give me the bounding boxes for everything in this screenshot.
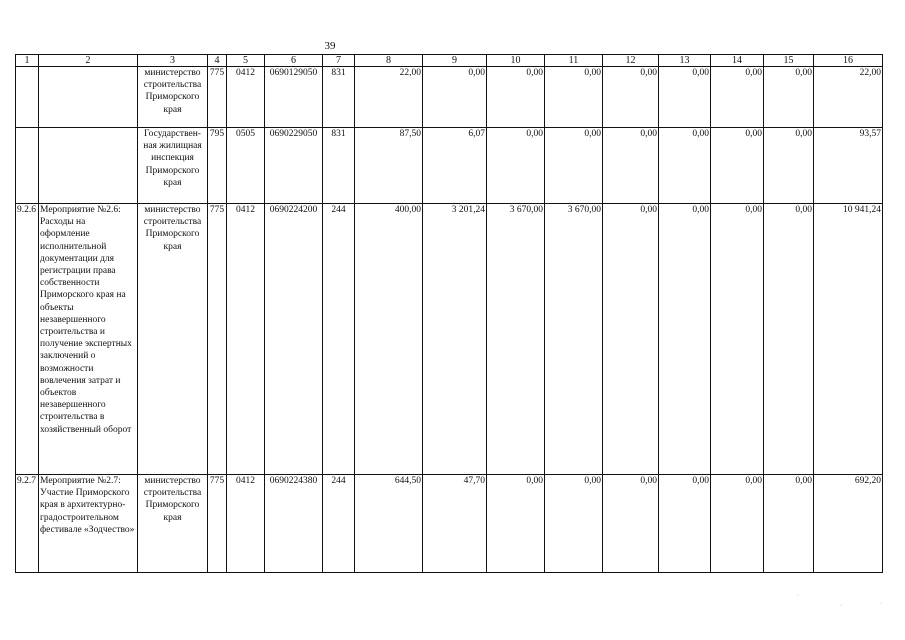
column-header: 3: [138, 55, 208, 67]
row-vr: 831: [323, 67, 355, 128]
row-value: 0,00: [545, 67, 603, 128]
row-executor: министерство строительства Приморского края: [138, 67, 208, 128]
column-header: 14: [711, 55, 764, 67]
row-value: 0,00: [764, 204, 814, 475]
column-header: 6: [265, 55, 323, 67]
row-value: 0,00: [711, 204, 764, 475]
row-value: 0,00: [659, 128, 711, 204]
row-csr: 0690229050: [265, 128, 323, 204]
row-rzpr: 0412: [227, 475, 265, 573]
column-header: 11: [545, 55, 603, 67]
row-executor: министерство строительства Приморского края: [138, 204, 208, 475]
row-value: 0,00: [545, 128, 603, 204]
row-value: 47,70: [423, 475, 487, 573]
row-number: 9.2.7: [16, 475, 39, 573]
budget-table: [15, 54, 883, 573]
row-value: 0,00: [487, 475, 545, 573]
row-value: 0,00: [603, 204, 659, 475]
column-header: 9: [423, 55, 487, 67]
row-value: 0,00: [764, 67, 814, 128]
row-value: 0,00: [764, 475, 814, 573]
row-value: 87,50: [355, 128, 423, 204]
scan-speck: ·: [840, 603, 842, 609]
table-row: [16, 67, 883, 128]
column-header: 7: [323, 55, 355, 67]
row-value: 22,00: [355, 67, 423, 128]
row-grbs: 775: [208, 204, 227, 475]
row-grbs: 795: [208, 128, 227, 204]
scan-speck: ·: [797, 593, 799, 599]
row-grbs: 775: [208, 475, 227, 573]
row-vr: 244: [323, 204, 355, 475]
column-header: 5: [227, 55, 265, 67]
row-name: Мероприятие №2.6: Расходы на оформление исполнительной документации для регистрации права собственности Приморского края на объекты незавершенного строительства и получение экспертных заключений о возможности вовлечения затрат и объектов незавершенного строительства в хозяйственный оборот: [39, 204, 138, 475]
column-header: 12: [603, 55, 659, 67]
row-value: 0,00: [659, 67, 711, 128]
row-value: 3 670,00: [487, 204, 545, 475]
row-vr: 831: [323, 128, 355, 204]
row-value: 0,00: [711, 475, 764, 573]
row-value: 0,00: [603, 475, 659, 573]
page-number: 39: [324, 40, 336, 52]
row-value: 0,00: [487, 67, 545, 128]
table-row: [16, 204, 883, 475]
row-number: 9.2.6: [16, 204, 39, 475]
row-number: [16, 67, 39, 128]
row-grbs: 775: [208, 67, 227, 128]
column-header-row: [16, 55, 883, 67]
row-value: 0,00: [487, 128, 545, 204]
row-csr: 0690224380: [265, 475, 323, 573]
row-value: 3 670,00: [545, 204, 603, 475]
row-name: [39, 67, 138, 128]
column-header: 8: [355, 55, 423, 67]
row-name: [39, 128, 138, 204]
row-executor: Государствен-ная жилищная инспекция Приморского края: [138, 128, 208, 204]
row-rzpr: 0412: [227, 67, 265, 128]
row-csr: 0690129050: [265, 67, 323, 128]
row-value: 400,00: [355, 204, 423, 475]
row-value: 0,00: [659, 475, 711, 573]
row-executor: министерство строительства Приморского края: [138, 475, 208, 573]
row-value: 644,50: [355, 475, 423, 573]
column-header: 13: [659, 55, 711, 67]
row-value: 0,00: [545, 475, 603, 573]
row-value: 0,00: [423, 67, 487, 128]
row-number: [16, 128, 39, 204]
scan-speck: ·: [880, 601, 882, 607]
column-header: 10: [487, 55, 545, 67]
row-value: 0,00: [603, 67, 659, 128]
row-csr: 0690224200: [265, 204, 323, 475]
row-total: 93,57: [814, 128, 883, 204]
row-total: 10 941,24: [814, 204, 883, 475]
row-rzpr: 0505: [227, 128, 265, 204]
table-row: [16, 475, 883, 573]
row-rzpr: 0412: [227, 204, 265, 475]
row-value: 0,00: [711, 128, 764, 204]
row-name: Мероприятие №2.7: Участие Приморского края в архитектурно-градостроительном фестивале «Зодчество»: [39, 475, 138, 573]
column-header: 4: [208, 55, 227, 67]
column-header: 2: [39, 55, 138, 67]
row-value: 3 201,24: [423, 204, 487, 475]
row-value: 0,00: [764, 128, 814, 204]
row-vr: 244: [323, 475, 355, 573]
column-header: 16: [814, 55, 883, 67]
column-header: 1: [16, 55, 39, 67]
table-row: [16, 128, 883, 204]
row-total: 22,00: [814, 67, 883, 128]
row-value: 0,00: [603, 128, 659, 204]
row-total: 692,20: [814, 475, 883, 573]
column-header: 15: [764, 55, 814, 67]
row-value: 0,00: [711, 67, 764, 128]
row-value: 6,07: [423, 128, 487, 204]
row-value: 0,00: [659, 204, 711, 475]
